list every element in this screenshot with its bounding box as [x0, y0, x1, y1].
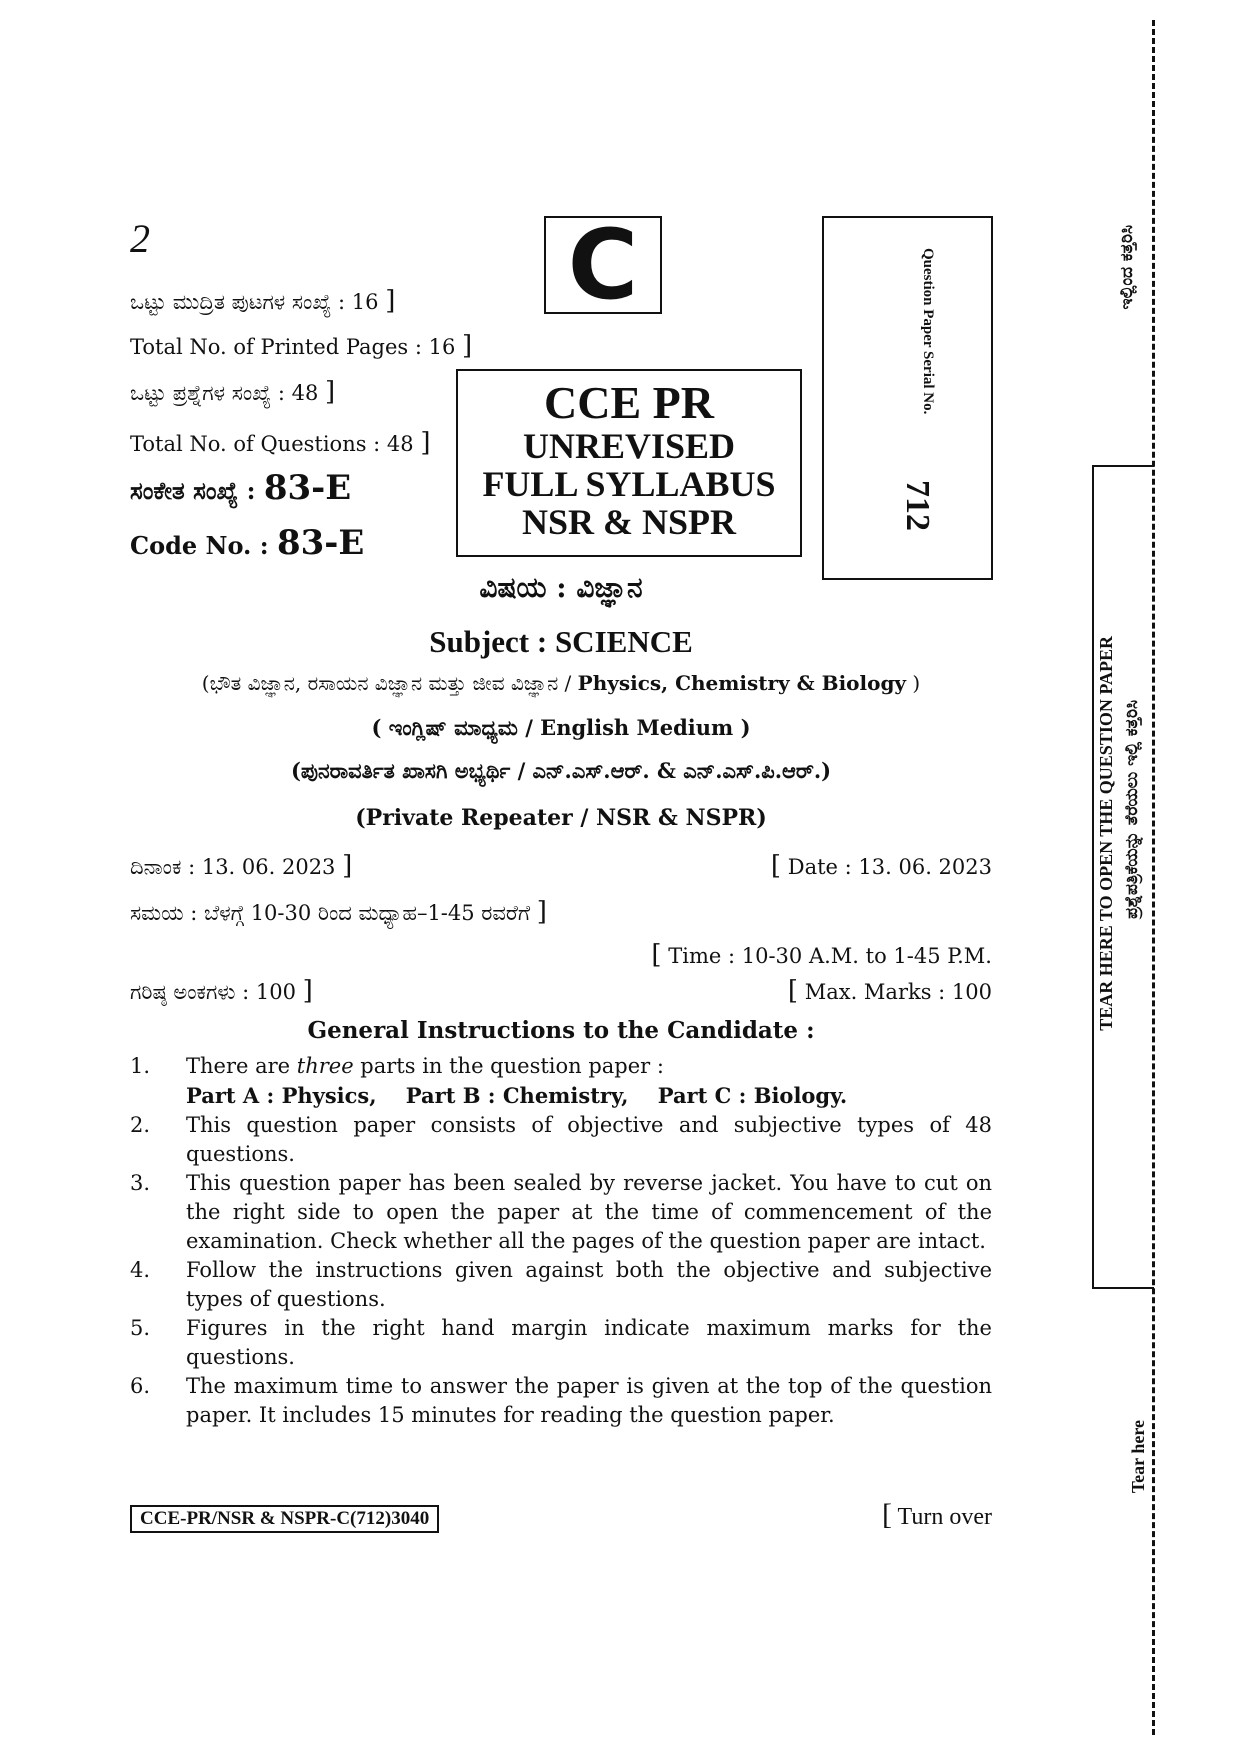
instruction-text: This question paper has been sealed by reverse jacket. You have to cut on the right side to open the paper at the time of commencement of the examination. Check whether all the pages of the question paper are intact.: [186, 1171, 992, 1253]
time-en-text: Time : 10-30 A.M. to 1-45 P.M.: [668, 944, 992, 968]
instruction-text: parts in the question paper :: [353, 1054, 664, 1078]
tear-here-label: Tear here: [1128, 1420, 1148, 1494]
medium: [130, 715, 992, 741]
marks-kn-text: ಗರಿಷ್ಠ ಅಂಕಗಳು : 100: [130, 980, 296, 1004]
questions-en: [130, 428, 431, 458]
instruction-number: 2.: [130, 1113, 151, 1137]
bracket: ]: [342, 851, 353, 881]
instruction-number: 1.: [130, 1054, 151, 1078]
instruction-item: [130, 1052, 992, 1111]
serial-number: 712: [899, 480, 936, 531]
exam-type-line3: FULL SYLLABUS: [482, 464, 776, 504]
bracket: ]: [536, 897, 547, 927]
time-kn-text: ಸಮಯ : ಬೆಳಗ್ಗೆ 10-30 ರಿಂದ ಮಧ್ಯಾಹ–1-45 ರವರೆಗೆ: [130, 901, 531, 925]
paper-code: CCE-PR/NSR & NSPR-C(712)3040: [130, 1505, 439, 1533]
instruction-text: Follow the instructions given against both the objective and subjective types of questions.: [186, 1258, 992, 1311]
turn-over-text: Turn over: [897, 1504, 992, 1530]
code-kn-label: ಸಂಕೇತ ಸಂಖ್ಯೆ :: [130, 476, 256, 505]
tear-here-en: TEAR HERE TO OPEN THE QUESTION PAPER: [1096, 636, 1116, 1031]
version-letter-box: [544, 209, 662, 321]
branches-en: Physics, Chemistry & Biology: [577, 671, 907, 695]
serial-label: Question Paper Serial No.: [920, 248, 936, 415]
instruction-item: [130, 1169, 992, 1256]
medium-kn: ( ಇಂಗ್ಲಿಷ್ ಮಾಧ್ಯಮ: [371, 715, 518, 740]
date-kn-text: ದಿನಾಂಕ : 13. 06. 2023: [130, 855, 336, 879]
branches-close: ): [912, 671, 921, 695]
open-bracket: [: [651, 940, 662, 970]
code-value: 83-E: [276, 523, 365, 563]
turn-over: [882, 1498, 992, 1532]
serial-number-box: [822, 216, 993, 580]
date-en-text: Date : 13. 06. 2023: [787, 855, 992, 879]
cut-here-kn: ಇಲ್ಲಿಂದ ಕತ್ತರಿಸಿ: [1117, 225, 1137, 310]
time-kn: [130, 897, 547, 927]
exam-type-line1: CCE PR: [544, 377, 714, 428]
marks-kn: [130, 976, 313, 1006]
version-letter: C: [567, 209, 639, 321]
date-en: [771, 851, 992, 881]
subject-kn: ವಿಷಯ : ವಿಜ್ಞಾನ: [479, 571, 643, 604]
exam-type-line2: UNREVISED: [522, 426, 736, 466]
code-kn: [130, 468, 351, 508]
instruction-number: 4.: [130, 1258, 151, 1282]
tear-here-kn: ಪ್ರಶ್ನೆಪತ್ರಿಕೆಯನ್ನು ತೆರೆಯಲು ಇಲ್ಲಿ ಕತ್ತರಿಸಿ: [1122, 700, 1142, 919]
code-en: [130, 523, 364, 563]
exam-type-box: [456, 369, 802, 557]
bracket: ]: [325, 377, 336, 407]
instruction-text: This question paper consists of objective and subjective types of 48 questions.: [186, 1113, 992, 1166]
bracket: ]: [420, 428, 431, 458]
date-kn: [130, 851, 352, 881]
instruction-number: 3.: [130, 1171, 151, 1195]
questions-en-text: Total No. of Questions : 48: [130, 432, 414, 456]
page-number: 2: [130, 216, 150, 261]
open-bracket: [: [770, 851, 782, 881]
candidate-en: (Private Repeater / NSR & NSPR): [355, 805, 767, 831]
exam-type-line4: NSR & NSPR: [521, 502, 736, 542]
bracket: ]: [302, 976, 313, 1006]
medium-en: / English Medium ): [525, 715, 751, 740]
instruction-item: [130, 1372, 992, 1430]
printed-pages-kn: [130, 286, 395, 316]
instruction-item: [130, 1111, 992, 1169]
code-en-label: Code No. :: [130, 531, 269, 560]
questions-kn-text: ಒಟ್ಟು ಪ್ರಶ್ನೆಗಳ ಸಂಖ್ಯೆ : 48: [130, 381, 319, 405]
printed-pages-en: [130, 331, 472, 361]
branches-kn: (ಭೌತ ವಿಜ್ಞಾನ, ರಸಾಯನ ವಿಜ್ಞಾನ ಮತ್ತು ಜೀವ ವಿಜ್ಞಾನ /: [201, 671, 572, 695]
bracket: ]: [462, 331, 473, 361]
candidate-kn: (ಪುನರಾವರ್ತಿತ ಖಾಸಗಿ ಅಭ್ಯರ್ಥಿ / ಎನ್.ಎಸ್.ಆರ್. & ಎನ್.ಎಸ್.ಪಿ.ಆರ್.): [290, 758, 832, 783]
instruction-parts: Part A : Physics, Part B : Chemistry, Part C : Biology.: [186, 1083, 848, 1108]
marks-en: [788, 976, 992, 1006]
subject-branches: [130, 671, 992, 695]
open-bracket: [: [881, 1498, 892, 1531]
code-value: 83-E: [263, 468, 352, 508]
marks-en-text: Max. Marks : 100: [804, 980, 992, 1004]
instruction-text: There are: [186, 1054, 297, 1078]
instruction-text: Figures in the right hand margin indicate maximum marks for the questions.: [186, 1316, 992, 1369]
instruction-text: The maximum time to answer the paper is given at the top of the question paper. It includes 15 minutes for reading the question paper.: [186, 1374, 992, 1427]
instruction-item: [130, 1314, 992, 1372]
instruction-number: 5.: [130, 1316, 151, 1340]
subject-en: Subject : SCIENCE: [429, 624, 693, 659]
instruction-number: 6.: [130, 1374, 151, 1398]
open-bracket: [: [787, 976, 799, 1006]
instruction-emphasis: three: [296, 1054, 354, 1078]
instructions-title: General Instructions to the Candidate :: [307, 1017, 815, 1044]
instruction-item: [130, 1256, 992, 1314]
instructions-list: [130, 1052, 992, 1430]
printed-pages-kn-text: ಒಟ್ಟು ಮುದ್ರಿತ ಪುಟಗಳ ಸಂಖ್ಯೆ : 16: [130, 290, 379, 314]
printed-pages-en-text: Total No. of Printed Pages : 16: [130, 335, 456, 359]
time-en: [651, 940, 992, 970]
bracket: ]: [385, 286, 396, 316]
questions-kn: [130, 377, 335, 407]
